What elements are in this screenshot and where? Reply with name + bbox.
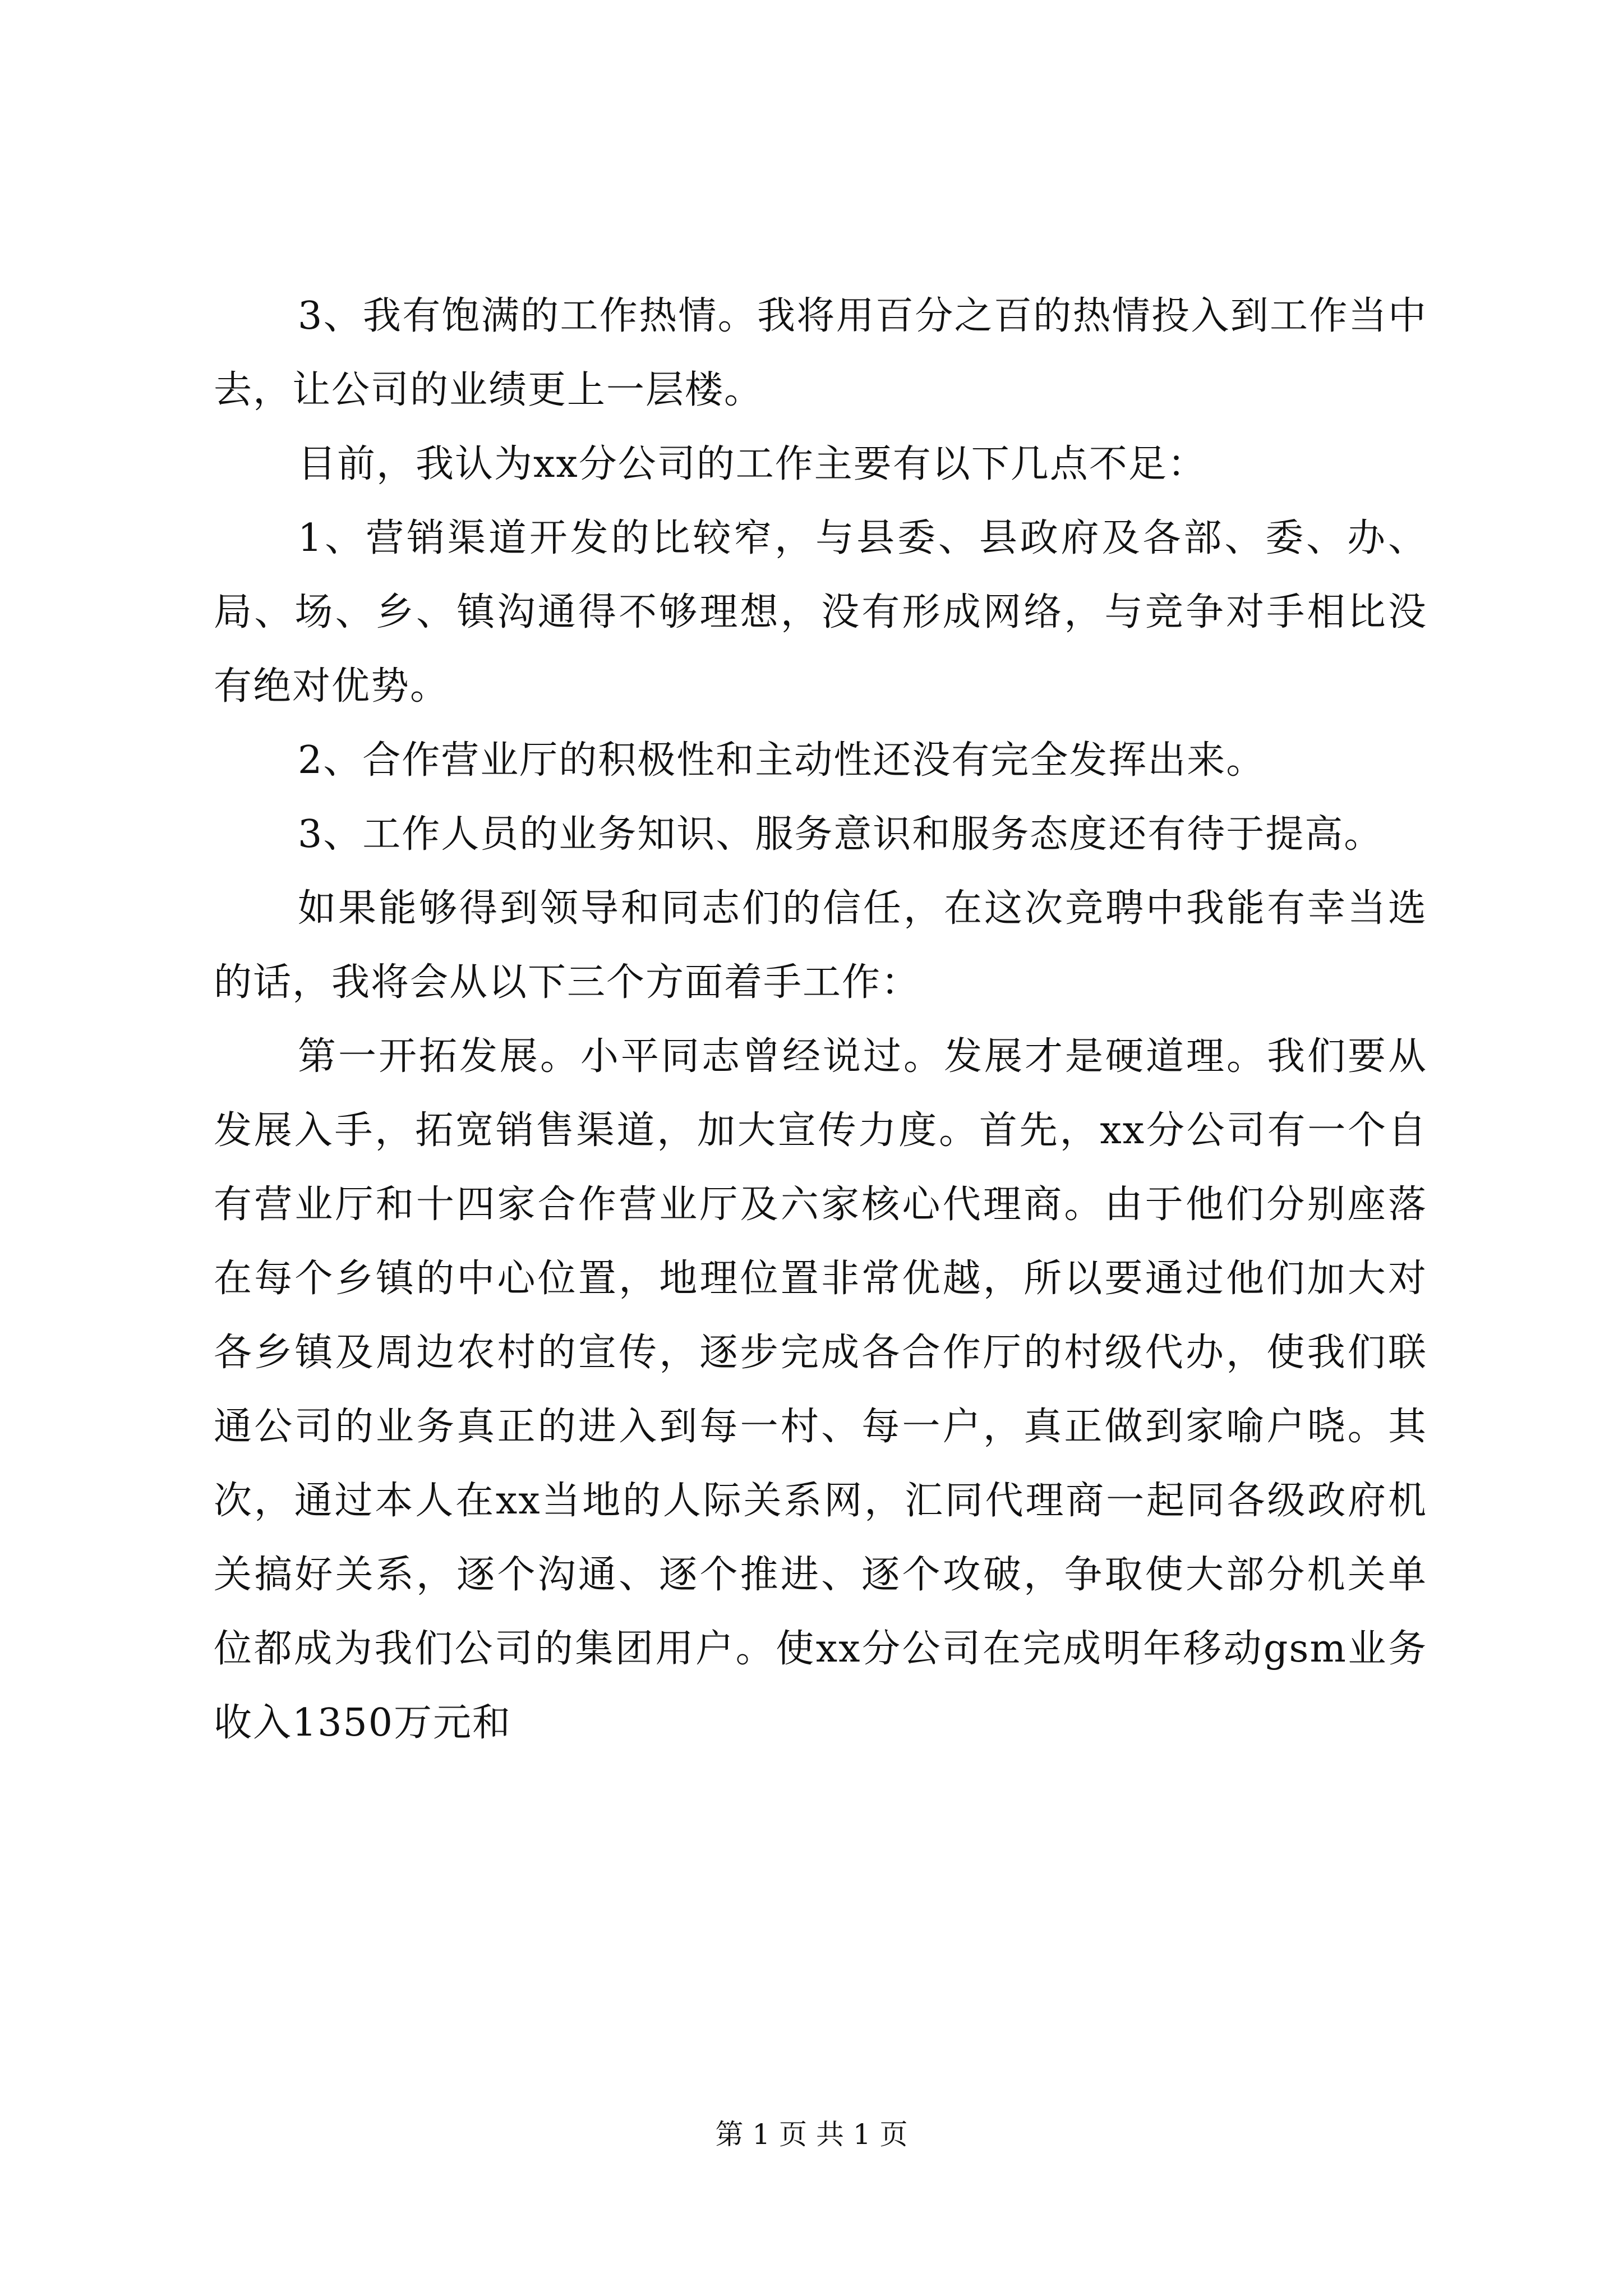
paragraph: 第一开拓发展。小平同志曾经说过。发展才是硬道理。我们要从发展入手，拓宽销售渠道，加大宣传力度。首先，xx分公司有一个自有营业厅和十四家合作营业厅及六家核心代理商。由于他们分别座落在每个乡镇的中心位置，地理位置非常优越，所以要通过他们加大对各乡镇及周边农村的宣传，逐步完成各合作厅的村级代办，使我们联通公司的业务真正的进入到每一村、每一户，真正做到家喻户晓。其次，通过本人在xx当地的人际关系网，汇同代理商一起同各级政府机关搞好关系，逐个沟通、逐个推进、逐个攻破，争取使大部分机关单位都成为我们公司的集团用户。使xx分公司在完成明年移动gsm业务收入1350万元和	[214, 1034, 1427, 1745]
paragraph: 1、营销渠道开发的比较窄，与县委、县政府及各部、委、办、局、场、乡、镇沟通得不够理想，没有形成网络，与竞争对手相比没有绝对优势。	[214, 516, 1427, 708]
paragraph: 3、我有饱满的工作热情。我将用百分之百的热情投入到工作当中去，让公司的业绩更上一层楼。	[214, 294, 1427, 412]
paragraph: 3、工作人员的业务知识、服务意识和服务态度还有待于提高。	[298, 812, 1384, 857]
page-footer: 第 1 页 共 1 页	[715, 2118, 908, 2151]
paragraph: 目前，我认为xx分公司的工作主要有以下几点不足：	[298, 442, 1207, 486]
paragraph: 2、合作营业厅的积极性和主动性还没有完全发挥出来。	[298, 738, 1266, 783]
paragraph: 如果能够得到领导和同志们的信任，在这次竞聘中我能有幸当选的话，我将会从以下三个方面着手工作：	[214, 886, 1427, 1005]
document-body	[214, 279, 1427, 1760]
